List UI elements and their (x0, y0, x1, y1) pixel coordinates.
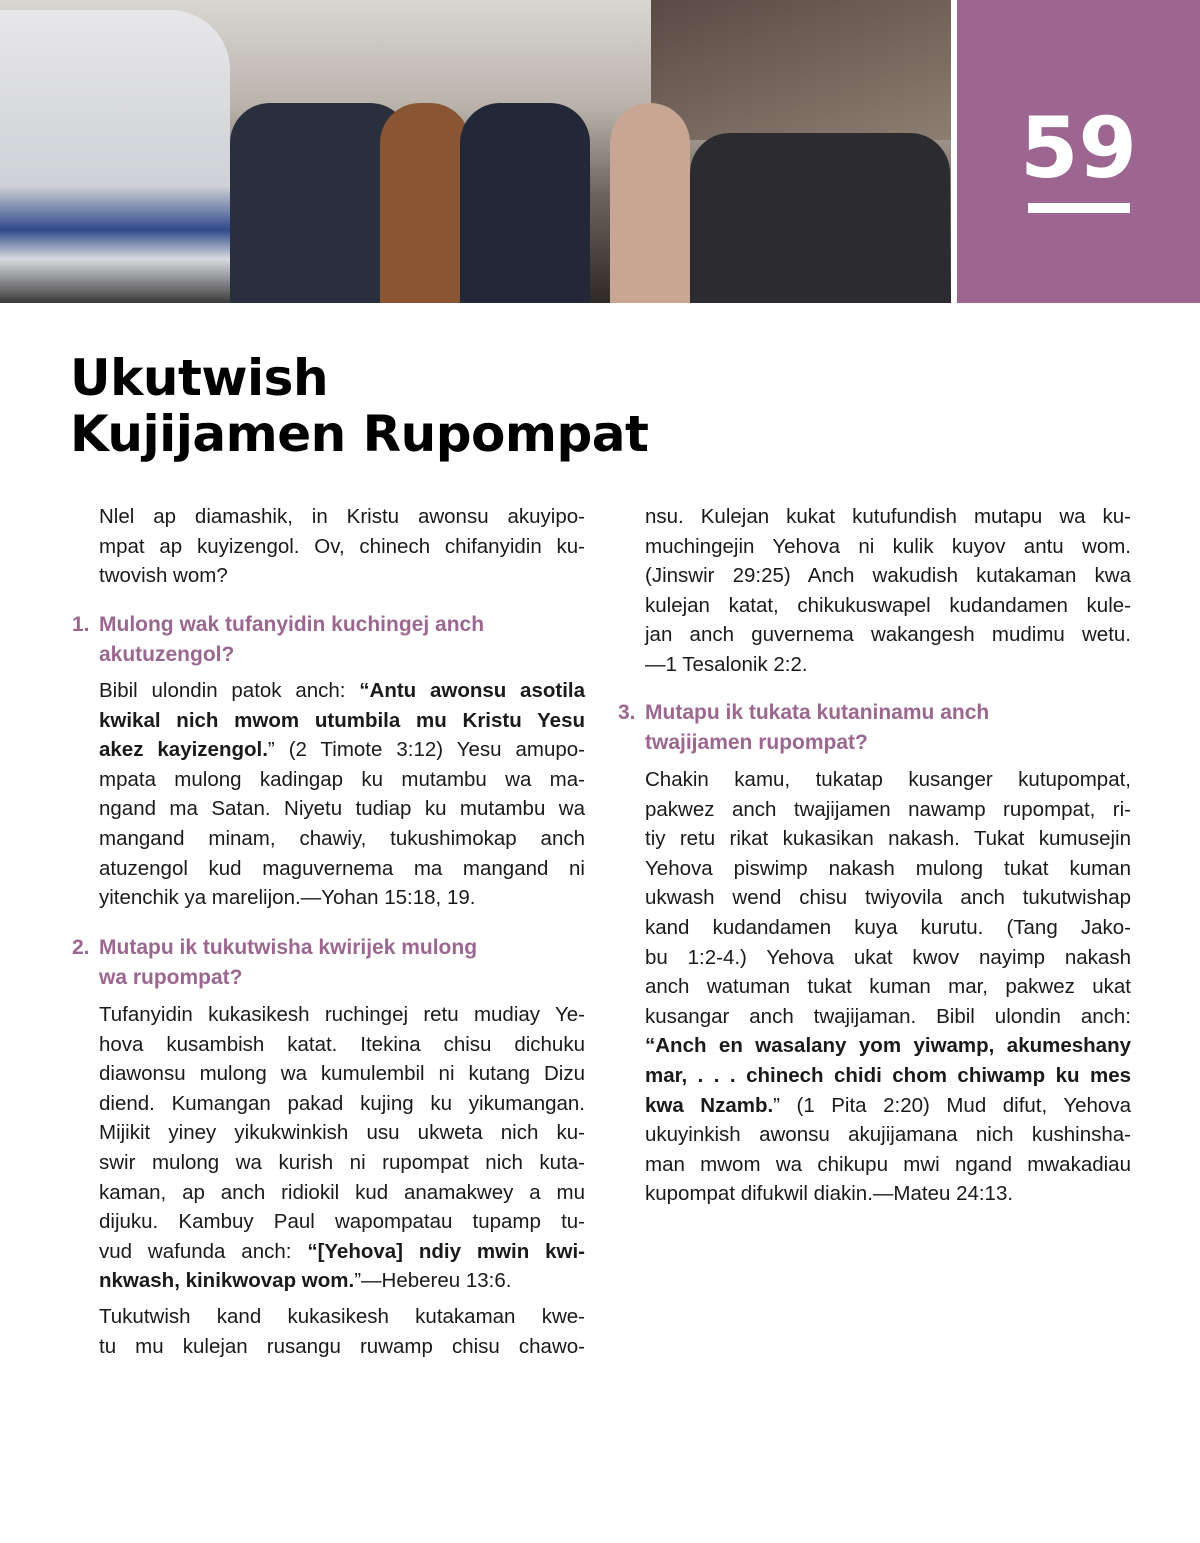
section-paragraph (99, 676, 585, 913)
text-line: Tukutwish kand kukasikesh kutakaman kwe- (99, 1305, 585, 1328)
text-line: jan anch guvernema wakangesh mudimu wetu. (645, 623, 1131, 647)
text-line: mpat ap kuyizengol. Ov, chinech chifanyidin ku- (99, 534, 585, 558)
lesson-number-badge (957, 0, 1200, 303)
cover-photo (0, 0, 951, 303)
scripture-quote: nkwash, kinikwovap wom. (99, 1269, 355, 1293)
text-line: kulejan katat, chikukuswapel kudandamen kule- (645, 593, 1131, 617)
scripture-quote: “Antu awonsu asotila (359, 679, 586, 702)
photo-figure (610, 103, 690, 303)
intro-paragraph (99, 502, 585, 591)
text-line: tu mu kulejan rusangu ruwamp chisu chawo- (99, 1334, 585, 1358)
text-line: Chakin kamu, tukatap kusanger kutupompat, (645, 768, 1131, 791)
question-number: 2. (72, 936, 90, 959)
text-line (645, 1061, 1131, 1091)
text-line: vud wafunda anch: “[Yehova] ndiy mwin kwi- (99, 1239, 586, 1263)
question-number: 1. (72, 613, 90, 636)
text-line: Nlel ap diamashik, in Kristu awonsu akuyipo- (99, 505, 585, 528)
question-line: akutuzengol? (99, 643, 235, 666)
text-line: dijuku. Kambuy Paul wapompatau tupamp tu- (99, 1210, 585, 1234)
text-line: ukuyinkish awonsu akujijamana nich kushinsha- (645, 1123, 1131, 1147)
building-shape (651, 0, 951, 140)
text-line: tiy retu rikat kukasikan nakash. Tukat kumusejin (645, 827, 1131, 851)
text-line: mangand minam, chawiy, tukushimokap anch (99, 826, 585, 850)
lesson-number: 59 (1020, 99, 1137, 197)
photo-figure (690, 133, 950, 303)
scripture-quote: kwa Nzamb. (645, 1093, 774, 1117)
text-line: hova kusambish katat. Itekina chisu dichuku (99, 1032, 585, 1056)
text-line: ukwash wend chisu twiyovila anch tukutwishap (645, 886, 1131, 910)
text-line: pakwez anch twajijamen nawamp rupompat, ri- (645, 797, 1131, 821)
section-paragraph (99, 1000, 585, 1296)
scripture-quote: kwikal nich mwom utumbila mu Kristu Yesu (99, 708, 585, 732)
question-line: wa rupompat? (99, 966, 243, 989)
text-line: atuzengol kud maguvernema ma mangand ni (99, 856, 585, 880)
text-line: muchingejin Yehova ni kulik kuyov antu wom. (645, 534, 1131, 558)
scripture-quote: akez kayizengol. (99, 738, 268, 762)
text-line: Yehova piswimp nakash mulong tukat kuman (645, 856, 1131, 880)
text-line: akez kayizengol.” (2 Timote 3:12) Yesu amupo- (99, 738, 585, 762)
text-line: bu 1:2-4.) Yehova ukat kwov nayimp nakash (645, 945, 1131, 969)
text-line: kupompat difukwil diakin.—Mateu 24:13. (645, 1182, 1014, 1206)
photo-figure (460, 103, 590, 303)
text-line: Mijikit yiney yikukwinkish usu ukweta nich ku- (99, 1121, 585, 1145)
section-question (618, 698, 990, 758)
title-line: Kujijamen Rupompat (70, 405, 649, 463)
lesson-number-underline (1028, 203, 1130, 213)
text-line: kwa Nzamb.” (1 Pita 2:20) Mud difut, Yehova (645, 1093, 1131, 1117)
section-paragraph (99, 1302, 585, 1361)
text-line (645, 1031, 1131, 1061)
text-line: nsu. Kulejan kukat kutufundish mutapu wa ku- (645, 505, 1131, 528)
text-line: diend. Kumangan pakad kujing ku yikumangan. (99, 1091, 585, 1115)
text-line (99, 706, 585, 736)
page-title (70, 350, 648, 462)
question-number: 3. (618, 701, 636, 724)
text-line: ngand ma Satan. Niyetu tudiap ku mutambu wa (99, 797, 585, 821)
text-line: man mwom wa chikupu mwi ngand mwakadiau (645, 1152, 1131, 1176)
question-line: Mutapu ik tukutwisha kwirijek mulong (99, 936, 478, 959)
text-line: —1 Tesalonik 2:2. (645, 652, 808, 676)
question-line: Mutapu ik tukata kutaninamu anch (645, 701, 990, 724)
question-line: Mulong wak tufanyidin kuchingej anch (99, 613, 485, 636)
section-question (72, 610, 485, 670)
text-line: swir mulong wa kurish ni rupompat nich kuta- (99, 1150, 585, 1174)
question-line: twajijamen rupompat? (645, 731, 868, 754)
text-line: Tufanyidin kukasikesh ruchingej retu mudiay Ye- (99, 1003, 585, 1026)
text-line: mpata mulong kadingap ku mutambu wa ma- (99, 767, 585, 791)
section-paragraph-continued (645, 502, 1131, 680)
text-line: nkwash, kinikwovap wom.”—Hebereu 13:6. (99, 1269, 512, 1293)
text-line: twovish wom? (99, 564, 228, 588)
text-line: kusangar anch twajijaman. Bibil ulondin anch: (645, 1004, 1131, 1028)
photo-figure (380, 103, 470, 303)
text-line: (Jinswir 29:25) Anch wakudish kutakaman kwa (645, 564, 1131, 588)
scripture-quote: mar, . . . chinech chidi chom chiwamp ku mes (645, 1063, 1131, 1087)
scripture-quote: “Anch en wasalany yom yiwamp, akumeshany (645, 1034, 1131, 1058)
text-line: kaman, ap anch ridiokil kud anamakwey a mu (99, 1180, 585, 1204)
text-line: kand kudandamen kuya kurutu. (Tang Jako- (645, 915, 1131, 939)
text-line: anch watuman tukat kuman mar, pakwez ukat (645, 975, 1131, 999)
scripture-quote: “[Yehova] ndiy mwin kwi- (307, 1239, 586, 1263)
text-line: diawonsu mulong wa kumulembil ni kutang Dizu (99, 1062, 585, 1086)
text-line: Bibil ulondin patok anch: “Antu awonsu asotila (99, 679, 586, 702)
section-paragraph (645, 765, 1131, 1209)
title-line: Ukutwish (70, 349, 329, 407)
text-line: yitenchik ya marelijon.—Yohan 15:18, 19. (99, 886, 476, 910)
section-question (72, 933, 478, 993)
police-van (0, 10, 230, 303)
